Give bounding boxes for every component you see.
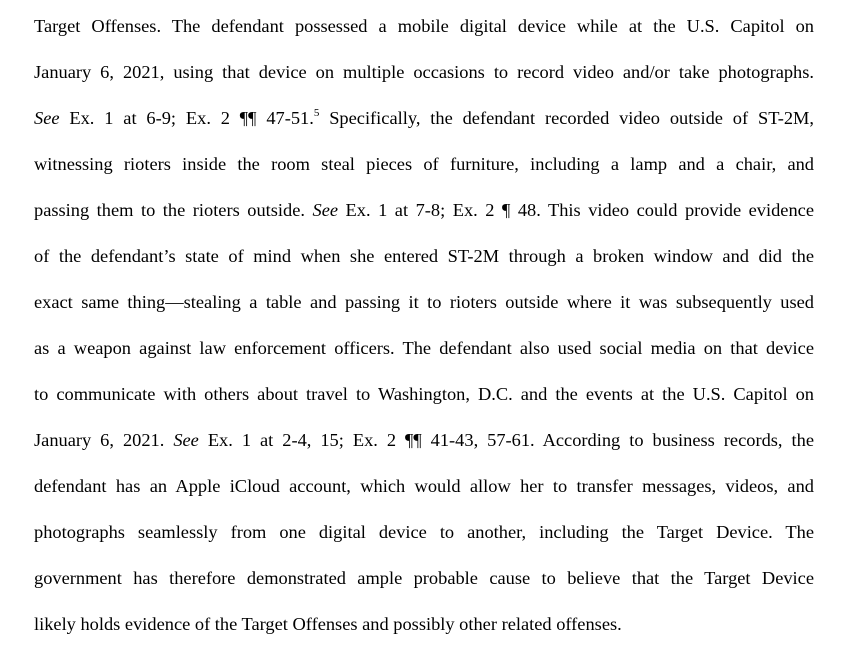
text-line bbox=[34, 606, 814, 652]
text-segment: photographs seamlessly from one digital device to another, including the Target Device. The bbox=[34, 522, 814, 542]
text-segment: defendant has an Apple iCloud account, which would allow her to transfer messages, videos, and bbox=[34, 476, 814, 496]
citation-signal: See bbox=[34, 108, 60, 128]
text-segment: January 6, 2021, using that device on multiple occasions to record video and/or take photographs. bbox=[34, 62, 814, 82]
text-line bbox=[34, 330, 814, 376]
text-segment: Ex. 1 at 6-9; Ex. 2 ¶¶ 47-51. bbox=[59, 108, 314, 128]
text-segment: of the defendant’s state of mind when she entered ST-2M through a broken window and did the bbox=[34, 246, 814, 266]
text-line bbox=[34, 514, 814, 560]
text-line bbox=[34, 192, 814, 238]
text-line bbox=[34, 468, 814, 514]
text-line bbox=[34, 560, 814, 606]
text-segment: Ex. 1 at 2-4, 15; Ex. 2 ¶¶ 41-43, 57-61. According to business records, the bbox=[198, 430, 814, 450]
text-line bbox=[34, 376, 814, 422]
citation-signal: See bbox=[312, 200, 339, 220]
text-line bbox=[34, 54, 814, 100]
text-segment: witnessing rioters inside the room steal pieces of furniture, including a lamp and a chair, and bbox=[34, 154, 814, 174]
text-segment: likely holds evidence of the Target Offenses and possibly other related offenses. bbox=[34, 614, 622, 634]
footnote-reference: 5 bbox=[313, 107, 320, 119]
text-segment: Specifically, the defendant recorded video outside of ST-2M, bbox=[319, 108, 815, 128]
text-segment: Target Offenses. The defendant possessed a mobile digital device while at the U.S. Capitol on bbox=[34, 16, 814, 36]
body-paragraph bbox=[34, 8, 814, 652]
text-segment: exact same thing—stealing a table and passing it to rioters outside where it was subsequently used bbox=[34, 292, 814, 312]
text-line bbox=[34, 146, 814, 192]
text-segment: as a weapon against law enforcement officers. The defendant also used social media on that device bbox=[34, 338, 814, 358]
document-page bbox=[34, 8, 814, 652]
text-line bbox=[34, 8, 814, 54]
text-segment: January 6, 2021. bbox=[34, 430, 174, 450]
text-line bbox=[34, 100, 814, 146]
text-segment: passing them to the rioters outside. bbox=[34, 200, 313, 220]
text-segment: government has therefore demonstrated ample probable cause to believe that the Target Device bbox=[34, 568, 814, 588]
citation-signal: See bbox=[173, 430, 199, 450]
text-line bbox=[34, 284, 814, 330]
text-line bbox=[34, 422, 814, 468]
text-line bbox=[34, 238, 814, 284]
text-segment: Ex. 1 at 7-8; Ex. 2 ¶ 48. This video could provide evidence bbox=[338, 200, 814, 220]
text-segment: to communicate with others about travel to Washington, D.C. and the events at the U.S. Capitol on bbox=[34, 384, 814, 404]
